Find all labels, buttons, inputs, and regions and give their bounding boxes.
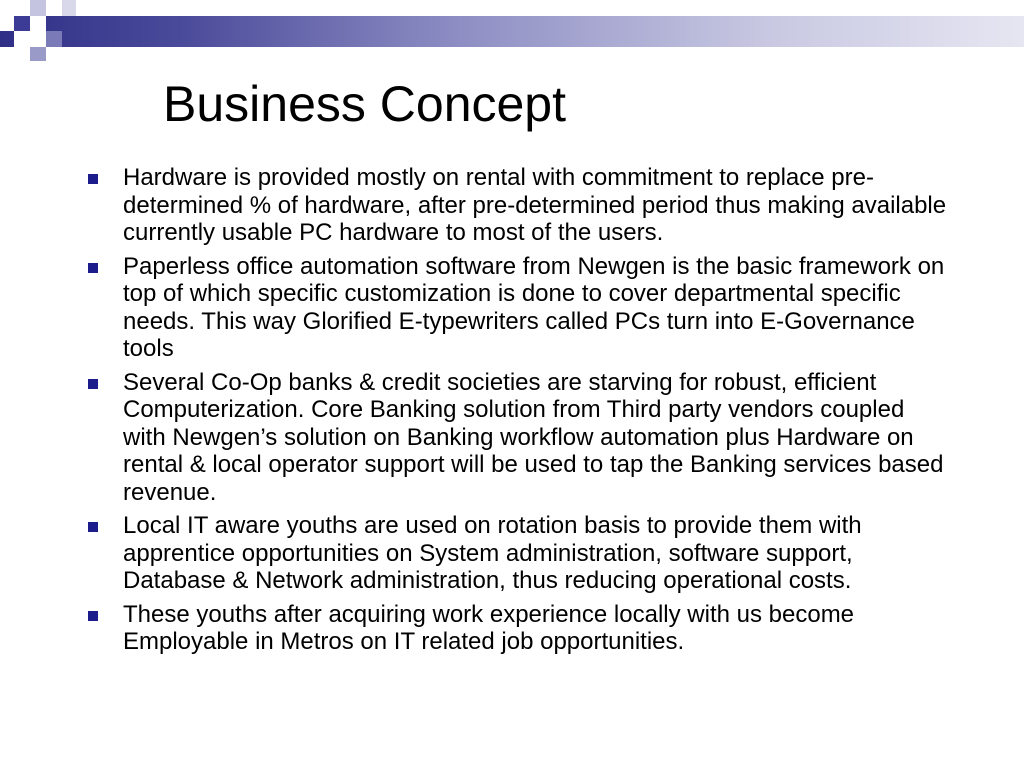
bullet-text: Hardware is provided mostly on rental with commitment to replace pre-determined % of hardware, after pre-determined period thus making available currently usable PC hardware to most of the users. [123, 164, 947, 246]
bullet-text: These youths after acquiring work experience locally with us become Employable in Metros on IT related job opportunities. [123, 600, 855, 655]
square-bullet-icon [88, 174, 98, 184]
header-gradient-bar [0, 16, 1024, 47]
square-bullet-icon [88, 379, 98, 389]
header-square [46, 0, 62, 16]
bullet-item [88, 512, 948, 595]
header-square [30, 47, 46, 61]
bullet-text: Paperless office automation software from Newgen is the basic framework on top of which specific customization is done to cover departmental specific needs. This way Glorified E-typewriters called PCs turn into E-Governance tools [123, 252, 945, 362]
bullet-list [88, 164, 948, 662]
bullet-item [88, 164, 948, 247]
header-square [30, 31, 46, 47]
header-square [30, 0, 46, 16]
header-square [30, 16, 46, 31]
bullet-item [88, 601, 948, 656]
header-square [14, 31, 30, 47]
bullet-text: Local IT aware youths are used on rotation basis to provide them with apprentice opportunities on System administration, software support, Database & Network administration, thus reducing operational costs. [123, 512, 862, 594]
header-square [46, 31, 62, 47]
slide-title: Business Concept [163, 76, 567, 132]
bullet-item [88, 253, 948, 363]
square-bullet-icon [88, 611, 98, 621]
square-bullet-icon [88, 263, 98, 273]
header-square [62, 0, 76, 16]
header-square [0, 0, 30, 16]
bullet-item [88, 369, 948, 507]
square-bullet-icon [88, 522, 98, 532]
header-square [14, 16, 30, 31]
bullet-text: Several Co-Op banks & credit societies are starving for robust, efficient Computerization. Core Banking solution from Third party vendors coupled with Newgen’s solution on Banking workflow automation plus Hardware on rental & local operator support will be used to tap the Banking services based revenue. [123, 368, 944, 506]
header-square [0, 16, 14, 31]
